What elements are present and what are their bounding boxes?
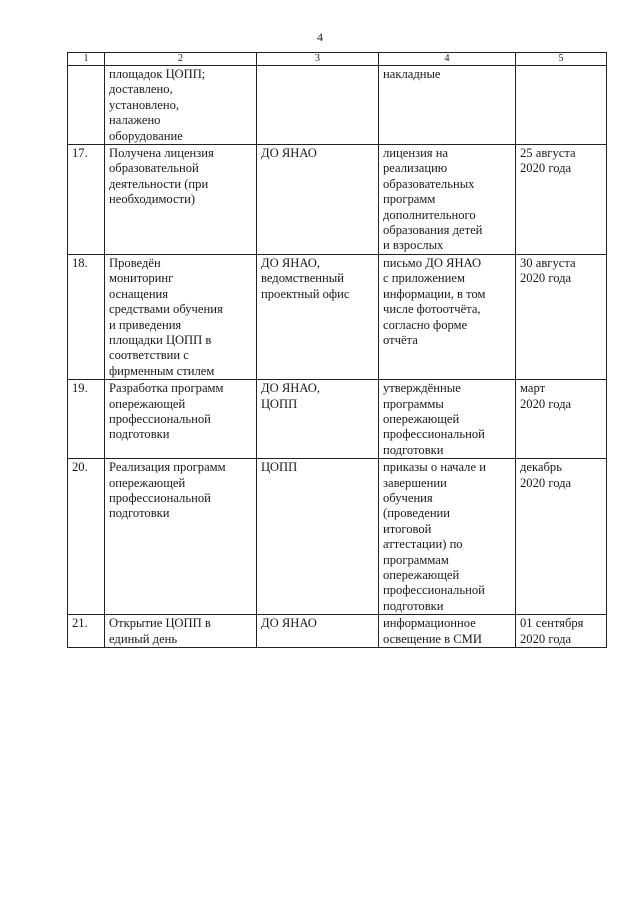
event-cell [105,459,257,615]
cell-text-line: образовательной [109,161,199,176]
cell-text-line: 2020 года [520,271,572,286]
cell-text-line: подготовки [383,442,444,457]
cell-text-line: итоговой [383,521,432,536]
cell-text-line: соответствии с [109,348,189,363]
cell-text-line: профессиональной [109,411,211,426]
deadline-cell [516,459,607,615]
result-cell [379,615,516,648]
cell-text-line: 01 сентября [520,616,584,631]
cell-text-line: образовательных [383,176,475,191]
cell-text-line: мониторинг [109,271,174,286]
cell-text-line: ДО ЯНАО, [261,255,321,270]
row-number-cell: 17. [68,145,105,255]
event-cell [105,380,257,459]
event-cell [105,254,257,379]
cell-text-line: подготовки [383,598,444,613]
cell-text-line: реализацию [383,161,448,176]
row-number-cell: 19. [68,380,105,459]
cell-text-line: профессиональной [383,583,485,598]
cell-text-line: единый день [109,631,178,646]
cell-text-line: профессиональной [383,427,485,442]
row-number-cell: 21. [68,615,105,648]
column-number: 5 [516,53,607,66]
result-cell [379,66,516,145]
table-body [68,66,607,648]
cell-text-line: программам [383,552,449,567]
event-cell [105,145,257,255]
cell-text-line: и приведения [109,317,182,332]
cell-text-line: лицензия на [383,146,449,161]
cell-text-line: Реализация программ [109,460,226,475]
page-number: 4 [317,30,323,44]
cell-text-line: Проведён [109,255,161,270]
table-row [68,145,607,255]
cell-text-line: площадки ЦОПП в [109,332,212,347]
cell-text-line: информационное [383,616,476,631]
cell-text-line: ЦОПП [261,460,298,475]
cell-text-line: 30 августа [520,255,576,270]
cell-text-line: отчёта [383,332,418,347]
result-cell [379,254,516,379]
column-number: 4 [379,53,516,66]
cell-text-line: опережающей [109,475,186,490]
cell-text-line: 2020 года [520,396,572,411]
cell-text-line: оборудование [109,128,183,143]
table-row [68,66,607,145]
cell-text-line: опережающей [109,396,186,411]
cell-text-line: деятельности (при [109,176,209,191]
activity-table [67,52,607,648]
responsible-cell [257,145,379,255]
cell-text-line: утверждённые [383,381,461,396]
deadline-cell [516,145,607,255]
result-cell [379,380,516,459]
cell-text-line: доставлено, [109,82,173,97]
cell-text-line: 2020 года [520,161,572,176]
cell-text-line: согласно форме [383,317,468,332]
cell-text-line: проектный офис [261,286,350,301]
cell-text-line: дополнительного [383,207,476,222]
table-row [68,459,607,615]
table-row [68,254,607,379]
table-row [68,615,607,648]
cell-text-line: подготовки [109,506,170,521]
event-cell [105,615,257,648]
cell-text-line: Получена лицензия [109,146,214,161]
column-number-row [68,53,607,66]
cell-text-line: необходимости) [109,192,196,207]
deadline-cell [516,66,607,145]
cell-text-line: накладные [383,67,441,81]
responsible-cell [257,615,379,648]
cell-text-line: программы [383,396,444,411]
deadline-cell [516,615,607,648]
cell-text-line: и взрослых [383,238,444,253]
cell-text-line: оснащения [109,286,169,301]
result-cell [379,145,516,255]
cell-text-line: ДО ЯНАО [261,146,317,161]
deadline-cell [516,380,607,459]
cell-text-line: 2020 года [520,631,572,646]
deadline-cell [516,254,607,379]
cell-text-line: аттестации) по [383,537,463,552]
cell-text-line: программ [383,192,436,207]
cell-text-line: опережающей [383,568,460,582]
cell-text-line: опережающей [383,411,460,426]
result-cell [379,459,516,615]
cell-text-line: ведомственный [261,271,344,286]
cell-text-line: март [520,381,546,396]
cell-text-line: Открытие ЦОПП в [109,616,211,631]
cell-text-line: декабрь [520,460,562,475]
cell-text-line: установлено, [109,97,180,112]
responsible-cell [257,66,379,145]
cell-text-line: завершении [383,475,447,490]
cell-text-line: информации, в том [383,286,486,301]
cell-text-line: ЦОПП [261,396,298,411]
cell-text-line: числе фотоотчёта, [383,302,481,317]
cell-text-line: образования детей [383,223,483,238]
row-number-cell: 20. [68,459,105,615]
cell-text-line: фирменным стилем [109,363,215,378]
cell-text-line: с приложением [383,271,465,286]
cell-text-line: подготовки [109,427,170,442]
column-number: 1 [68,53,105,66]
cell-text-line: площадок ЦОПП; [109,67,206,81]
cell-text-line: письмо ДО ЯНАО [383,255,482,270]
cell-text-line: освещение в СМИ [383,631,482,646]
column-number: 3 [257,53,379,66]
responsible-cell [257,380,379,459]
responsible-cell [257,459,379,615]
table-row [68,380,607,459]
cell-text-line: 2020 года [520,475,572,490]
cell-text-line: ДО ЯНАО, [261,381,321,396]
cell-text-line: профессиональной [109,490,211,505]
cell-text-line: обучения [383,490,433,505]
cell-text-line: Разработка программ [109,381,224,396]
cell-text-line: средствами обучения [109,302,223,317]
event-cell [105,66,257,145]
row-number-cell [68,66,105,145]
cell-text-line: налажено [109,113,161,128]
responsible-cell [257,254,379,379]
row-number-cell: 18. [68,254,105,379]
column-number: 2 [105,53,257,66]
cell-text-line: 25 августа [520,146,576,161]
cell-text-line: (проведении [383,506,451,521]
cell-text-line: ДО ЯНАО [261,616,317,631]
cell-text-line: приказы о начале и [383,460,486,475]
